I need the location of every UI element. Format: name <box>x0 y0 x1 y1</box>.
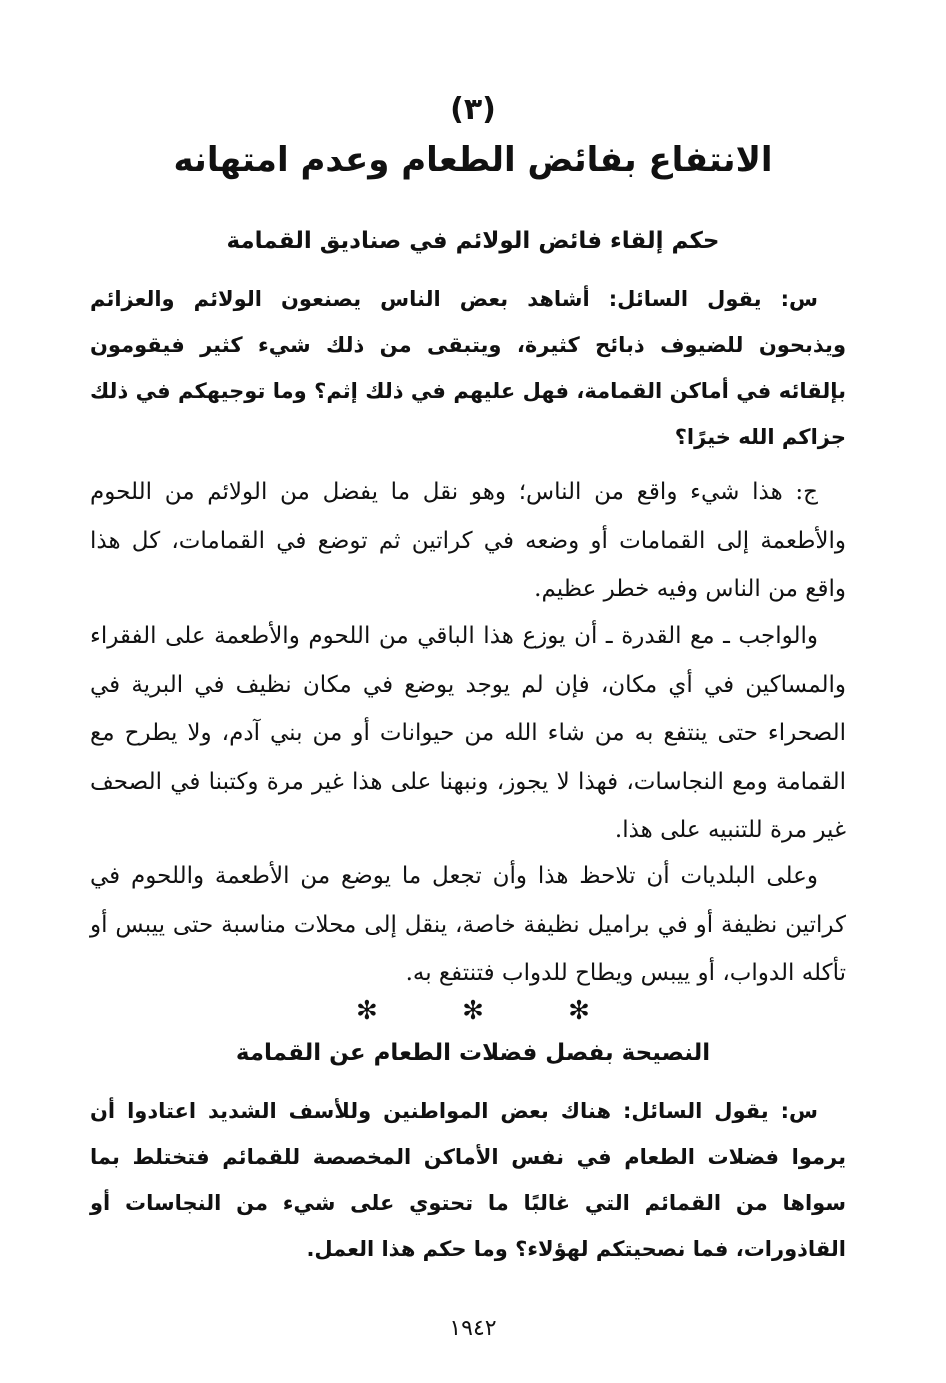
section-title-1: حكم إلقاء فائض الولائم في صناديق القمامة <box>226 228 720 254</box>
question-1: س: يقول السائل: أشاهد بعض الناس يصنعون الولائم والعزائم ويذبحون للضيوف ذبائح كثيرة، ويتبقى من ذلك شيء كثير فيقومون بإلقائه في أماكن القمامة، فهل عليهم في ذلك إثم؟ وما توجيهكم في ذلك جزاكم الله خيرًا؟ <box>90 287 846 449</box>
page-number: ١٩٤٢ <box>449 1316 497 1341</box>
asterisk-icon: ✻ <box>356 996 378 1026</box>
answer-paragraph-1: ج: هذا شيء واقع من الناس؛ وهو نقل ما يفضل من الولائم من اللحوم والأطعمة إلى القمامات أو وضعه في كراتين ثم توضع في القمامات، كل هذا واقع من الناس وفيه خطر عظيم. <box>90 479 846 602</box>
section-separator <box>0 996 946 1026</box>
asterisk-icon: ✻ <box>462 996 484 1026</box>
asterisk-icon: ✻ <box>568 996 590 1026</box>
question-2: س: يقول السائل: هناك بعض المواطنين وللأسف الشديد اعتادوا أن يرموا فضلات الطعام في نفس الأماكن المخصصة للقمائم فتختلط بما سواها من القمائم التي غالبًا ما تحتوي على شيء من النجاسات أو القاذورات، فما نصحيتكم لهؤلاء؟ وما حكم هذا العمل. <box>90 1099 846 1261</box>
chapter-number: (٣) <box>450 92 496 127</box>
answer-paragraph-2: والواجب ـ مع القدرة ـ أن يوزع هذا الباقي من اللحوم والأطعمة على الفقراء والمساكين في أي مكان، فإن لم يوجد يوضع في مكان نظيف في البرية في الصحراء حتى ينتفع به من شاء الله من حيوانات أو من بني آدم، ولا يطرح مع القمامة ومع النجاسات، فهذا لا يجوز، ونبهنا على هذا غير مرة وكتبنا في الصحف غير مرة للتنبيه على هذا. <box>90 623 846 843</box>
answer-paragraph-3: وعلى البلديات أن تلاحظ هذا وأن تجعل ما يوضع من الأطعمة واللحوم في كراتين نظيفة أو في براميل نظيفة خاصة، ينقل إلى محلات مناسبة حتى ييبس أو تأكله الدواب، أو ييبس ويطاح للدواب فتنتفع به. <box>90 863 846 986</box>
chapter-title: الانتفاع بفائض الطعام وعدم امتهانه <box>173 140 773 180</box>
section-title-2: النصيحة بفصل فضلات الطعام عن القمامة <box>235 1040 711 1066</box>
